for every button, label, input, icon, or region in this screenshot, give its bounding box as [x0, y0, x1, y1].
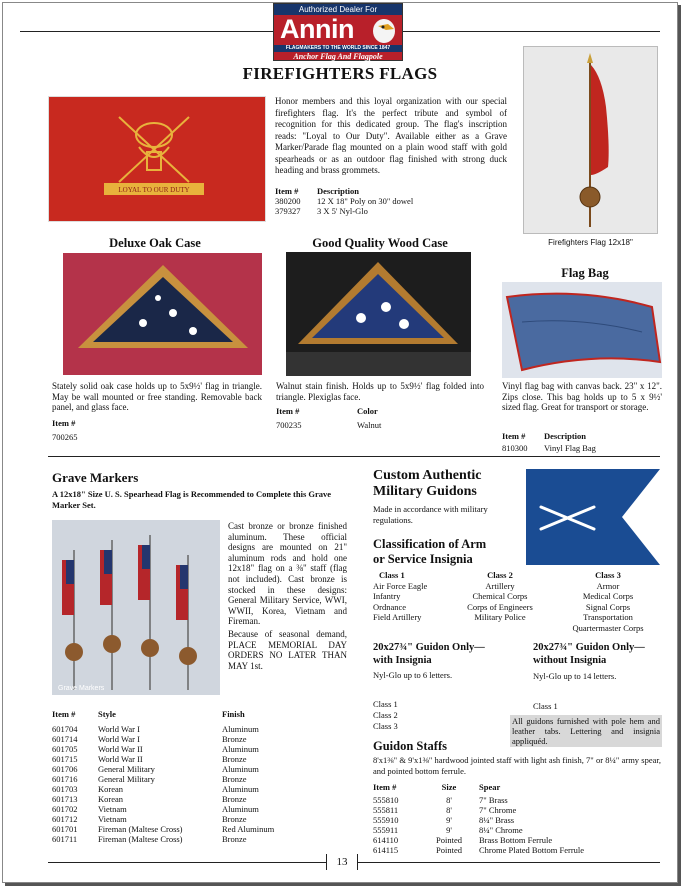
side-flag-caption: Firefighters Flag 12x18"	[548, 238, 633, 247]
list-item: Class 2	[373, 710, 398, 720]
wood-col-item: Item #	[276, 406, 300, 416]
class-3-heading: Class 3	[595, 570, 621, 580]
grave-item-cell: 601713	[52, 794, 78, 804]
grave-item-cell: 601704	[52, 724, 78, 734]
footer-tick-left	[326, 854, 327, 870]
footer-rule-right	[358, 862, 660, 863]
grave-style-cell: Fireman (Maltese Cross)	[98, 824, 183, 834]
grave-item-cell: 601701	[52, 824, 78, 834]
staff-item-cell: 614110	[373, 835, 399, 845]
staffs-col-item: Item #	[373, 782, 397, 792]
wood-item: 700235	[276, 420, 302, 430]
insignia-class-list	[373, 699, 398, 732]
staff-size-cell: Pointed	[436, 845, 462, 855]
grave-finish-cell: Aluminum	[222, 764, 259, 774]
list-item: Chemical Corps	[472, 591, 528, 601]
grave-item-cell: 601716	[52, 774, 78, 784]
staff-spear-cell: Brass Bottom Ferrule	[479, 835, 553, 845]
folded-flag-case-icon	[286, 252, 471, 376]
bag-col-item: Item #	[502, 431, 526, 441]
grave-markers-flags-icon	[52, 520, 220, 695]
grave-style-cell: Korean	[98, 784, 124, 794]
staff-item-cell: 614115	[373, 845, 399, 855]
table-row	[373, 815, 661, 825]
tagline-1: FLAGMAKERS TO THE WORLD SINCE 1847	[274, 45, 402, 52]
grave-finish-cell: Bronze	[222, 754, 247, 764]
grave-finish-cell: Aluminum	[222, 724, 259, 734]
header-rule-right	[403, 31, 660, 32]
grave-photo-label: Grave Markers	[58, 685, 105, 692]
list-item: Signal Corps	[585, 601, 631, 612]
grave-markers-notice: Because of seasonal demand, PLACE MEMORIAL DAY ORDERS NO LATER THAN MAY 1st.	[228, 629, 347, 671]
crossed-rifles-guidon-icon	[526, 469, 660, 565]
list-item: Medical Corps	[582, 591, 634, 601]
with-insignia-title-line2: with Insignia	[373, 654, 432, 666]
grave-style-cell: Vietnam	[98, 804, 127, 814]
grave-item-cell: 601703	[52, 784, 78, 794]
list-item: Class 1	[373, 699, 398, 709]
staff-size-cell: 9'	[446, 825, 452, 835]
bag-item: 810300	[502, 443, 528, 453]
table-row	[373, 805, 661, 815]
item-cell: 380200	[275, 196, 301, 206]
classification-title	[373, 537, 486, 566]
guidons-title-line1: Custom Authentic	[373, 468, 482, 483]
grave-style-cell: World War II	[98, 754, 143, 764]
staff-size-cell: 8'	[446, 795, 452, 805]
firefighters-flag-image	[48, 96, 266, 222]
grave-markers-text: Cast bronze or bronze finished aluminum. These official designs are mounted on 21" aluminum rods and hold one 12x18" flag on a ⅜" staff (flag not included). Cast bronze is stocked in these designs: General Military Service, WWI, WWII, Korea, Vietnam and Fireman.	[228, 521, 347, 627]
table-row	[52, 764, 342, 774]
table-row	[52, 784, 342, 794]
guidon-image	[526, 469, 660, 565]
list-item: Military Police	[474, 612, 526, 622]
list-item: Corps of Engineers	[467, 601, 533, 612]
table-row	[275, 206, 505, 216]
grave-finish-cell: Bronze	[222, 834, 247, 844]
list-item: Transportation	[583, 612, 633, 622]
annin-logo	[273, 3, 403, 61]
wood-color: Walnut	[357, 420, 382, 430]
firefighter-emblem-icon	[49, 97, 265, 221]
bag-desc: Vinyl Flag Bag	[544, 443, 596, 453]
table-row	[52, 724, 342, 734]
guidons-title	[373, 468, 482, 500]
staffs-col-spear: Spear	[479, 782, 501, 792]
intro-table	[275, 186, 505, 216]
list-item: Air Force Eagle	[373, 580, 428, 591]
list-item: Quartermaster Corps	[572, 622, 644, 633]
grave-finish-cell: Aluminum	[222, 804, 259, 814]
grave-item-cell: 601714	[52, 734, 78, 744]
oak-case-text: Stately solid oak case holds up to 5x9½' flag in triangle. May be wall mounted or free standing. Removable back panel, and glass face.	[52, 381, 262, 412]
grave-style-cell: World War II	[98, 744, 143, 754]
intro-col-desc: Description	[317, 186, 360, 196]
list-item: Class 3	[373, 721, 398, 731]
table-row	[373, 835, 661, 845]
oak-item: 700265	[52, 432, 78, 442]
class-3-list	[558, 570, 658, 633]
firefighter-staff-flag-image	[523, 46, 658, 234]
oak-col-item: Item #	[52, 418, 76, 428]
table-row	[52, 824, 342, 834]
grave-style-cell: General Military	[98, 774, 155, 784]
staff-spear-cell: 7" Brass	[479, 795, 508, 805]
grave-markers-image	[52, 520, 220, 695]
authorized-dealer-text: Authorized Dealer For	[274, 4, 402, 15]
grave-style-cell: General Military	[98, 764, 155, 774]
table-row	[52, 804, 342, 814]
grave-finish-cell: Aluminum	[222, 744, 259, 754]
list-item: Ordnance	[373, 601, 407, 612]
staff-flag-icon	[524, 47, 657, 233]
grave-markers-table	[52, 709, 342, 844]
grave-col-item: Item #	[52, 709, 76, 719]
tagline-2: Anchor Flag And Flagpole	[293, 52, 383, 61]
desc-cell: 3 X 5' Nyl-Glo	[317, 206, 368, 216]
wood-case-image	[286, 252, 471, 376]
class-1-list	[373, 570, 468, 623]
table-row	[52, 774, 342, 784]
oak-case-title: Deluxe Oak Case	[109, 236, 201, 250]
staffs-col-size: Size	[441, 782, 457, 792]
grave-item-cell: 601706	[52, 764, 78, 774]
class-2-list	[455, 570, 545, 623]
wood-col-color: Color	[357, 406, 378, 416]
class-2-heading: Class 2	[487, 570, 513, 580]
grave-col-style: Style	[98, 709, 116, 719]
grave-item-cell: 601711	[52, 834, 78, 844]
guidons-title-line2: Military Guidons	[373, 484, 477, 499]
header-rule-left	[20, 31, 273, 32]
table-row	[52, 794, 342, 804]
with-insignia-title	[373, 642, 485, 667]
grave-finish-cell: Bronze	[222, 774, 247, 784]
grave-finish-cell: Bronze	[222, 794, 247, 804]
grave-style-cell: Korean	[98, 794, 124, 804]
flag-bag-image	[502, 282, 662, 378]
staff-spear-cell: 8¼" Chrome	[479, 825, 523, 835]
guidons-text: Made in accordance with military regulations.	[373, 504, 488, 525]
footer-tick-right	[357, 854, 358, 870]
wood-case-text: Walnut stain finish. Holds up to 5x9½' flag folded into triangle. Plexiglas face.	[276, 381, 484, 402]
classification-title-line2: or Service Insignia	[373, 551, 473, 566]
folded-flag-case-icon	[63, 253, 262, 375]
grave-finish-cell: Bronze	[222, 814, 247, 824]
grave-finish-cell: Bronze	[222, 734, 247, 744]
guidon-staffs-table	[373, 782, 661, 855]
table-row	[373, 845, 661, 855]
staff-item-cell: 555910	[373, 815, 399, 825]
grave-item-cell: 601702	[52, 804, 78, 814]
table-row	[373, 825, 661, 835]
flag-bag-icon	[502, 282, 662, 378]
grave-item-cell: 601712	[52, 814, 78, 824]
staff-spear-cell: 7" Chrome	[479, 805, 517, 815]
grave-col-finish: Finish	[222, 709, 245, 719]
oak-case-image	[63, 253, 262, 375]
list-item: Artillery	[485, 580, 515, 591]
staff-item-cell: 555810	[373, 795, 399, 805]
staff-size-cell: 8'	[446, 805, 452, 815]
footer-rule-left	[48, 862, 326, 863]
guidon-note: All guidons furnished with pole hem and leather tabs. Lettering and insignia appliquéd.	[512, 716, 660, 746]
without-insignia-title	[533, 642, 645, 667]
no-insignia-class: Class 1	[533, 701, 558, 711]
with-insignia-text: Nyl-Glo up to 6 letters.	[373, 670, 453, 680]
with-insignia-title-line1: 20x27¾" Guidon Only—	[373, 642, 485, 653]
page-title: FIREFIGHTERS FLAGS	[242, 64, 438, 83]
staff-spear-cell: Chrome Plated Bottom Ferrule	[479, 845, 585, 855]
item-cell: 379327	[275, 206, 301, 216]
section-divider	[48, 456, 660, 457]
grave-style-cell: Vietnam	[98, 814, 127, 824]
list-item: Infantry	[373, 591, 401, 601]
table-row	[52, 814, 342, 824]
without-insignia-title-line2: without Insignia	[533, 654, 607, 666]
grave-item-cell: 601705	[52, 744, 78, 754]
classification-title-line1: Classification of Arm	[373, 537, 487, 551]
grave-markers-subtitle: A 12x18" Size U. S. Spearhead Flag is Recommended to Complete this Grave Marker Set.	[52, 489, 332, 510]
page-number: 13	[336, 856, 348, 868]
intro-text: Honor members and this loyal organization with our special firefighters flag. It's the perfect tribute and symbol of recognition for this dedicated group. The flag's inscription reads: "Loyal to Our Duty". Available either as a Grave Marker/Parade flag mounted on a plain wood staff with gold spearheads or as an outdoor flag finished with strong duck heading and brass grommets.	[275, 96, 507, 175]
grave-style-cell: World War I	[98, 734, 140, 744]
guidon-staffs-text: 8'x1⅜" & 9'x1⅜" hardwood jointed staff with light ash finish, 7" or 8¼" army spear, and pointed bottom ferrule.	[373, 755, 661, 776]
intro-col-item: Item #	[275, 186, 299, 196]
guidon-staffs-title: Guidon Staffs	[373, 739, 447, 753]
table-row	[52, 754, 342, 764]
grave-style-cell: World War I	[98, 724, 140, 734]
grave-finish-cell: Red Aluminum	[222, 824, 275, 834]
table-row	[275, 196, 505, 206]
without-insignia-text: Nyl-Glo up to 14 letters.	[533, 671, 617, 681]
flag-bag-text: Vinyl flag bag with canvas back. 23" x 12". Zips close. This bag holds up to 5 x 9½' sized flag. Great for transport or storage.	[502, 381, 662, 412]
staff-size-cell: 9'	[446, 815, 452, 825]
grave-style-cell: Fireman (Maltese Cross)	[98, 834, 183, 844]
wood-case-title: Good Quality Wood Case	[312, 236, 448, 250]
staff-spear-cell: 8¼" Brass	[479, 815, 515, 825]
grave-finish-cell: Aluminum	[222, 784, 259, 794]
staff-item-cell: 555811	[373, 805, 399, 815]
bag-col-desc: Description	[544, 431, 587, 441]
flag-bag-title: Flag Bag	[561, 266, 609, 280]
grave-item-cell: 601715	[52, 754, 78, 764]
class-1-heading: Class 1	[379, 570, 405, 580]
list-item: Field Artillery	[373, 612, 422, 622]
staff-size-cell: Pointed	[436, 835, 462, 845]
grave-markers-title: Grave Markers	[52, 470, 139, 485]
staff-item-cell: 555911	[373, 825, 399, 835]
table-row	[52, 744, 342, 754]
flag-motto: LOYAL TO OUR DUTY	[118, 186, 190, 194]
list-item: Armor	[596, 580, 620, 591]
table-row	[52, 834, 342, 844]
eagle-icon	[368, 17, 398, 45]
brand-name: Annin	[280, 14, 354, 44]
table-row	[373, 795, 661, 805]
desc-cell: 12 X 18" Poly on 30" dowel	[317, 196, 414, 206]
without-insignia-title-line1: 20x27¾" Guidon Only—	[533, 642, 645, 653]
table-row	[52, 734, 342, 744]
